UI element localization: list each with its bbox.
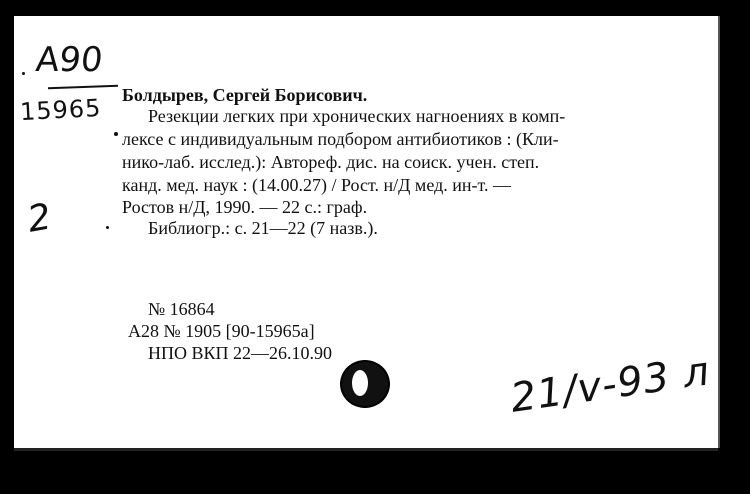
record-line-5: Ростов н/Д, 1990. — 22 с.: граф.: [122, 197, 368, 217]
scan-edge-right: [718, 16, 720, 448]
record-line-3: нико-лаб. исслед.): Автореф. дис. на соиск. учен. степ.: [122, 152, 540, 172]
handwritten-date-note: 21/v-93 л: [507, 348, 713, 422]
record-bibliography: Библиогр.: с. 21—22 (7 назв.).: [148, 218, 378, 238]
record-line-1: Резекции легких при хронических нагноениях в комп-: [148, 106, 566, 126]
record-line-2: лексе с индивидуальным подбором антибиотиков : (Кли-: [122, 129, 559, 149]
record-accession: А28 № 1905 [90-15965а]: [128, 321, 315, 341]
handwritten-copy-mark: 2: [24, 196, 55, 241]
punch-hole: [340, 360, 390, 408]
speck: [106, 226, 109, 229]
handwritten-shelf-code: А90: [33, 40, 105, 80]
record-line-4: канд. мед. наук : (14.00.27) / Рост. н/Д мед. ин-т. —: [122, 175, 511, 195]
scan-edge-bottom: [14, 448, 718, 451]
record-inventory-number: № 16864: [148, 299, 215, 319]
speck: [22, 72, 25, 75]
record-organization-date: НПО ВКП 22—26.10.90: [148, 343, 333, 363]
handwritten-accession-number: 15965: [19, 93, 103, 127]
record-author: Болдырев, Сергей Борисович.: [122, 85, 368, 105]
speck: [114, 132, 118, 136]
